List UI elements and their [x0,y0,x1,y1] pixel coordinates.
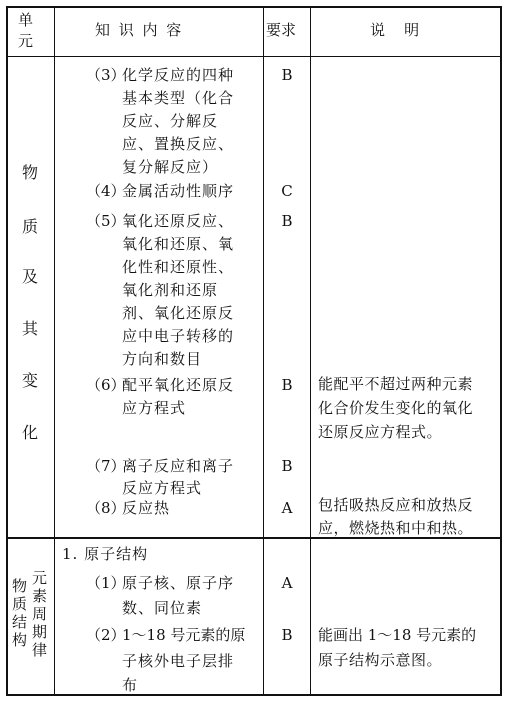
item-line: 离子反应和离子 [122,457,235,475]
item-line: 子核外电子层排 [122,652,235,670]
item-line: 应方程式 [122,399,187,417]
unit-char: 素 [32,587,48,605]
unit-char: 元 [32,569,48,587]
item-number: （5） [86,212,126,230]
item-requirement: C [281,182,293,200]
item-line: 数、同位素 [122,599,203,617]
header-divider [6,56,502,57]
unit-char: 化 [21,423,38,442]
unit-char: 质 [12,595,28,613]
item-requirement: B [281,457,293,475]
item-line: 1～18 号元素的原 [122,626,246,644]
unit-char: 物 [12,577,28,595]
header-unit-2: 元 [18,32,34,50]
item-line: 布 [122,676,139,694]
unit-char: 期 [32,623,48,641]
unit-char: 构 [12,631,28,649]
unit-char: 质 [21,217,38,236]
unit-char: 周 [32,605,48,623]
item-line: 原子核、原子序 [122,574,235,592]
item-note-line: 化合价发生变化的氧化 [318,399,474,417]
header-requirement: 要求 [266,21,297,39]
unit-char: 变 [21,371,38,390]
item-line: 氧化和还原、氧 [122,235,235,253]
header-unit-1: 单 [18,11,34,29]
item-note-line: 原子结构示意图。 [318,651,443,669]
table-frame [6,6,502,696]
item-requirement: A [281,499,293,517]
item-line: 反应方程式 [122,479,203,497]
item-line: 应、置换反应、 [122,135,235,153]
item-line: 应中电子转移的 [122,327,235,345]
unit-char: 物 [21,163,38,182]
item-requirement: B [281,66,293,84]
header-content: 知 识 内 容 [95,21,184,39]
item-number: （3） [86,66,126,84]
item-line: 化学反应的四种 [122,66,235,84]
item-number: （4） [86,182,126,200]
item-note-line: 能配平不超过两种元素 [318,375,474,393]
item-line: 反应热 [122,499,171,517]
item-number: （7） [86,457,126,475]
col-divider-req [310,6,311,696]
item-line: 基本类型（化合 [122,89,235,107]
item-line: 氧化还原反应、 [122,212,235,230]
item-note-line: 应，燃烧热和中和热。 [318,519,474,537]
item-line: 配平氧化还原反 [122,376,235,394]
item-number: （2） [86,626,126,644]
item-line: 剂、氧化还原反 [122,304,235,322]
header-explanation: 说 明 [370,21,420,39]
item-line: 金属活动性顺序 [122,182,235,200]
item-number: （6） [86,376,126,394]
section2-title: 1. 原子结构 [62,545,149,563]
item-note-line: 还原反应方程式。 [318,423,443,441]
item-requirement: B [281,376,293,394]
item-line: 方向和数目 [122,350,203,368]
item-line: 化性和还原性、 [122,258,235,276]
unit-char: 及 [21,267,38,286]
item-note-line: 能画出 1～18 号元素的 [318,626,477,644]
item-requirement: B [281,626,293,644]
col-divider-unit [54,6,55,696]
unit-char: 律 [32,641,48,659]
unit-char: 结 [12,613,28,631]
item-line: 氧化剂和还原 [122,281,219,299]
unit-char: 其 [21,319,38,338]
item-requirement: A [281,574,293,592]
item-number: （8） [86,499,126,517]
item-requirement: B [281,212,293,230]
item-note-line: 包括吸热反应和放热反 [318,496,474,514]
item-number: （1） [86,574,126,592]
item-line: 反应、分解反 [122,112,219,130]
item-line: 复分解反应） [122,158,219,176]
